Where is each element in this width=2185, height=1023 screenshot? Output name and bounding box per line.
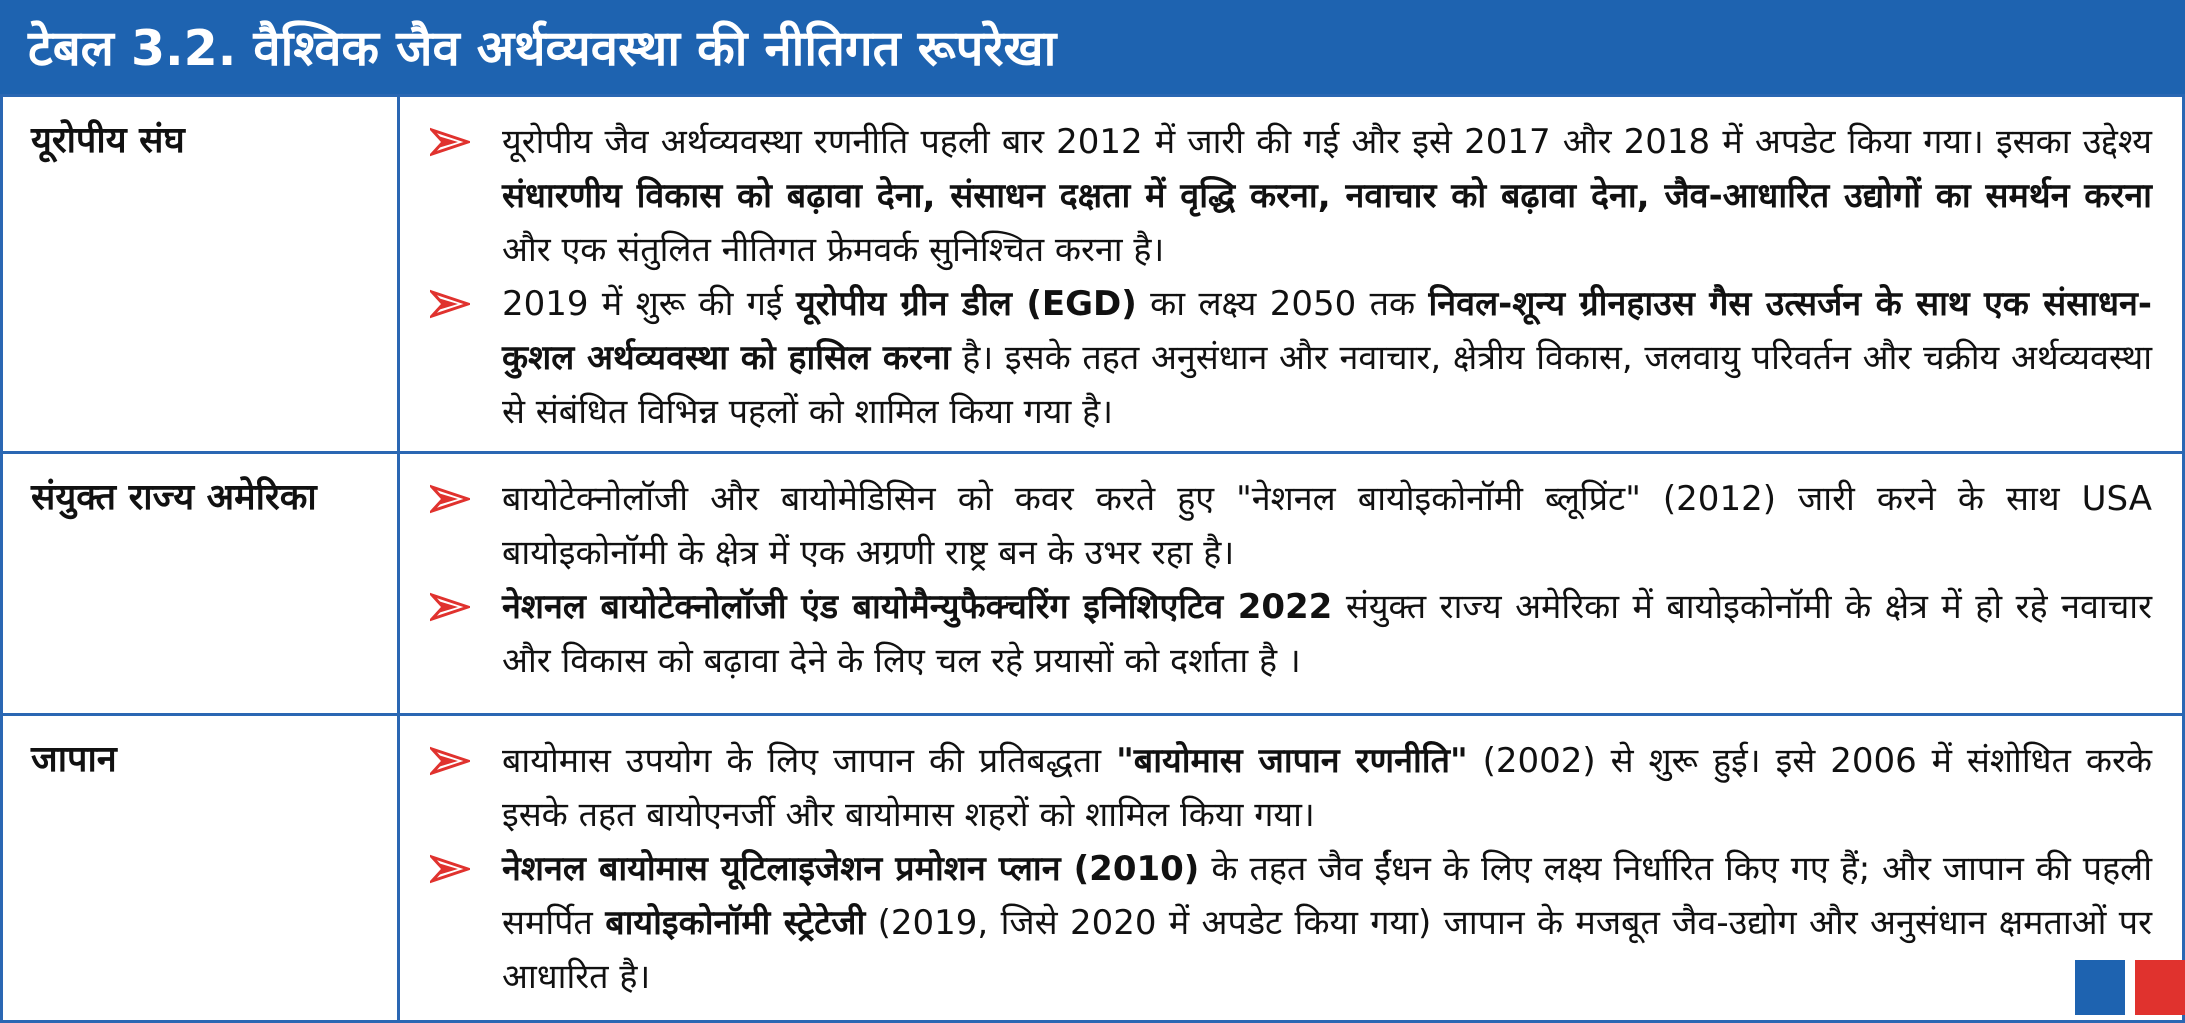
emphasis-text: "बायोमास जापान रणनीति": [1116, 741, 1468, 781]
emphasis-text: नेशनल बायोमास यूटिलाइजेशन प्रमोशन प्लान (2010): [502, 849, 1200, 889]
table-row-japan: [2, 715, 2184, 1022]
bullet-list: [430, 472, 2152, 688]
body-text: का लक्ष्य 2050 तक: [1136, 284, 1429, 324]
bullet-point: [430, 580, 2152, 688]
region-cell: जापान: [2, 715, 399, 1022]
body-text: संयुक्त राज्य अमेरिका में बायोइकोनॉमी के क्षेत्र में हो रहे नवाचार और विकास को बढ़ावा देने के लिए चल रहे प्रयासों को दर्शाता है ।: [502, 587, 2152, 681]
policy-table: [0, 94, 2185, 1023]
bullet-point: [430, 472, 2152, 580]
table-row-usa: [2, 453, 2184, 715]
corner-blue-square: [2075, 960, 2125, 1015]
bullet-list: [430, 734, 2152, 1004]
body-text: बायोटेक्नोलॉजी और बायोमेडिसिन को कवर करते हुए "नेशनल बायोइकोनॉमी ब्लूप्रिंट" (2012) जारी करने के साथ USA बायोइकोनॉमी के क्षेत्र में एक अग्रणी राष्ट्र बन के उभर रहा है।: [502, 479, 2152, 573]
bullet-point: [430, 277, 2152, 439]
emphasis-text: निवल-शून्य ग्रीनहाउस गैस उत्सर्जन के साथ एक संसाधन-कुशल अर्थव्यवस्था को हासिल करना: [502, 284, 2152, 378]
table-title: टेबल 3.2. वैश्विक जैव अर्थव्यवस्था की नीतिगत रूपरेखा: [0, 0, 2185, 95]
points-cell: [399, 96, 2184, 453]
body-text: (2019, जिसे 2020 में अपडेट किया गया) जापान के मजबूत जैव-उद्योग और अनुसंधान क्षमताओं पर आधारित है।: [502, 903, 2153, 997]
body-text: और एक संतुलित नीतिगत फ्रेमवर्क सुनिश्चित करना है।: [502, 230, 1165, 270]
bullet-point: [430, 115, 2152, 277]
corner-red-square: [2135, 960, 2185, 1015]
red-arrowhead-icon: [430, 592, 470, 622]
region-cell: संयुक्त राज्य अमेरिका: [2, 453, 399, 715]
bullet-point: [430, 842, 2152, 1004]
emphasis-text: यूरोपीय ग्रीन डील (EGD): [796, 284, 1137, 324]
points-cell: [399, 715, 2184, 1022]
red-arrowhead-icon: [430, 854, 470, 884]
points-cell: [399, 453, 2184, 715]
bullet-list: [430, 115, 2152, 439]
table-row-eu: [2, 96, 2184, 453]
body-text: यूरोपीय जैव अर्थव्यवस्था रणनीति पहली बार 2012 में जारी की गई और इसे 2017 और 2018 में अपडेट किया गया। इसका उद्देश्य: [502, 122, 2152, 162]
red-arrowhead-icon: [430, 289, 470, 319]
bullet-point: [430, 734, 2152, 842]
red-arrowhead-icon: [430, 484, 470, 514]
region-cell: यूरोपीय संघ: [2, 96, 399, 453]
red-arrowhead-icon: [430, 746, 470, 776]
body-text: 2019 में शुरू की गई: [502, 284, 796, 324]
red-arrowhead-icon: [430, 127, 470, 157]
body-text: के तहत जैव ईंधन के लिए लक्ष्य निर्धारित किए गए हैं; और जापान की पहली समर्पित: [502, 849, 2153, 943]
emphasis-text: संधारणीय विकास को बढ़ावा देना, संसाधन दक्षता में वृद्धि करना, नवाचार को बढ़ावा देना, जैव-आधारित उद्योगों का समर्थन करना: [502, 176, 2152, 216]
emphasis-text: नेशनल बायोटेक्नोलॉजी एंड बायोमैन्युफैक्चरिंग इनिशिएटिव 2022: [502, 587, 1333, 627]
emphasis-text: बायोइकोनॉमी स्ट्रेटेजी: [605, 903, 866, 943]
body-text: है। इसके तहत अनुसंधान और नवाचार, क्षेत्रीय विकास, जलवायु परिवर्तन और चक्रीय अर्थव्यवस्था से संबंधित विभिन्न पहलों को शामिल किया गया है।: [502, 338, 2153, 432]
body-text: बायोमास उपयोग के लिए जापान की प्रतिबद्धता: [502, 741, 1117, 781]
body-text: (2002) से शुरू हुई। इसे 2006 में संशोधित करके इसके तहत बायोएनर्जी और बायोमास शहरों को शामिल किया गया।: [502, 741, 2152, 835]
